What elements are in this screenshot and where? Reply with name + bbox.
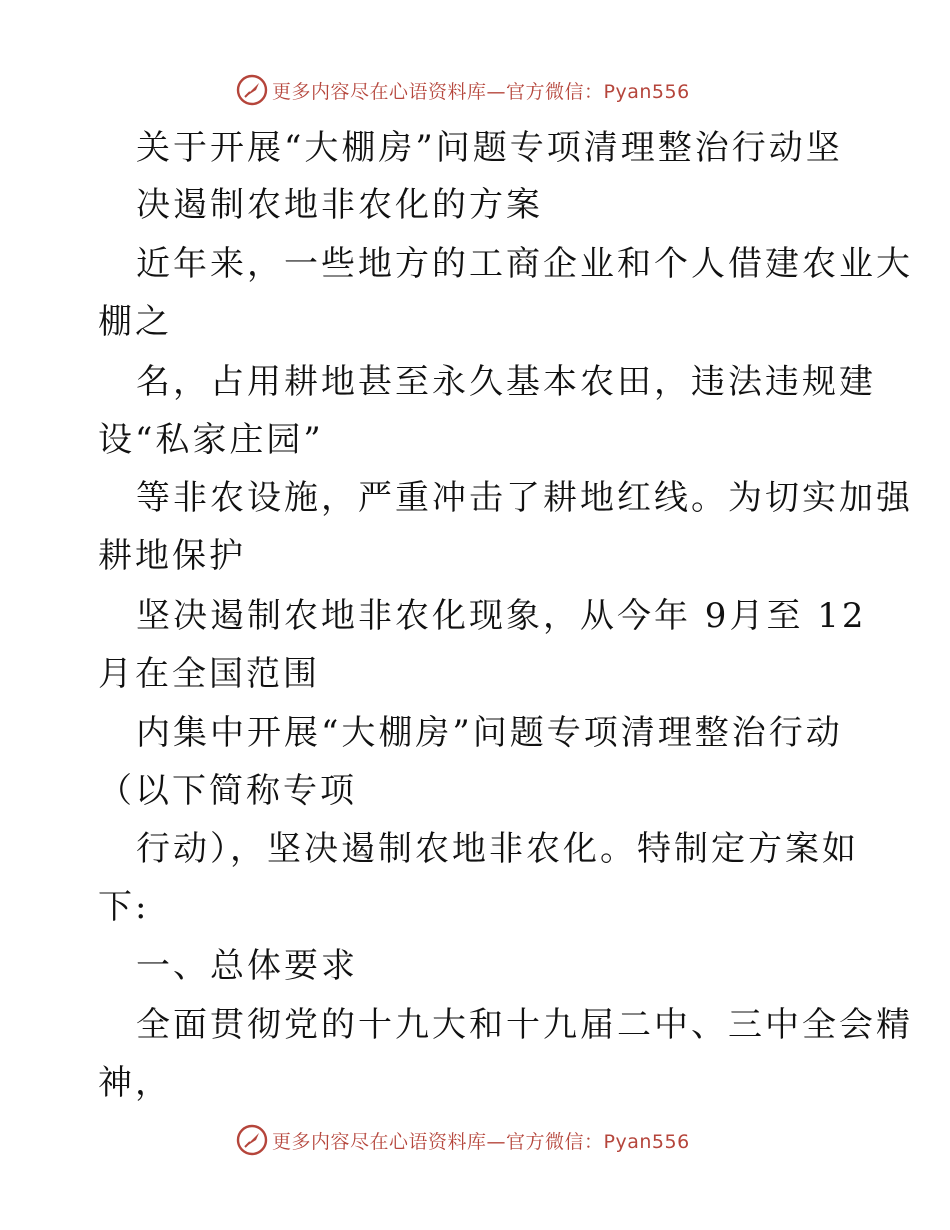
quill-logo-icon [236,74,268,106]
paragraph-line: 设“私家庄园” [98,420,324,460]
title-line: 关于开展“大棚房”问题专项清理整治行动坚 [136,128,843,168]
paragraph-line: 名，占用耕地甚至永久基本农田，违法违规建 [136,362,876,402]
paragraph-line: 等非农设施，严重冲击了耕地红线。为切实加强 [136,478,913,518]
paragraph-line: 近年来，一些地方的工商企业和个人借建农业大 [136,244,913,284]
paragraph-line: 月在全国范围 [98,654,320,694]
paragraph-line: （以下简称专项 [98,771,357,811]
watermark-text: 更多内容尽在心语资料库—官方微信：Pyan556 [272,80,690,103]
paragraph-line: 坚决遏制农地非农化现象，从今年 9月至 12 [136,596,867,636]
title-line: 决遏制农地非农化的方案 [136,185,543,225]
paragraph-line: 全面贯彻党的十九大和十九届二中、三中全会精 [136,1005,913,1045]
header-watermark [236,72,690,108]
paragraph-line: 下: [98,887,150,927]
watermark-text: 更多内容尽在心语资料库—官方微信：Pyan556 [272,1130,690,1153]
paragraph-line: 耕地保护 [98,536,246,576]
footer-watermark [236,1122,690,1158]
quill-logo-icon [236,1124,268,1156]
paragraph-line: 行动），坚决遏制农地非农化。特制定方案如 [136,829,859,869]
paragraph-line: 神， [98,1063,172,1103]
paragraph-line: 内集中开展“大棚房”问题专项清理整治行动 [136,713,843,753]
paragraph-line: 棚之 [98,302,172,342]
section-heading: 一、总体要求 [136,946,358,986]
